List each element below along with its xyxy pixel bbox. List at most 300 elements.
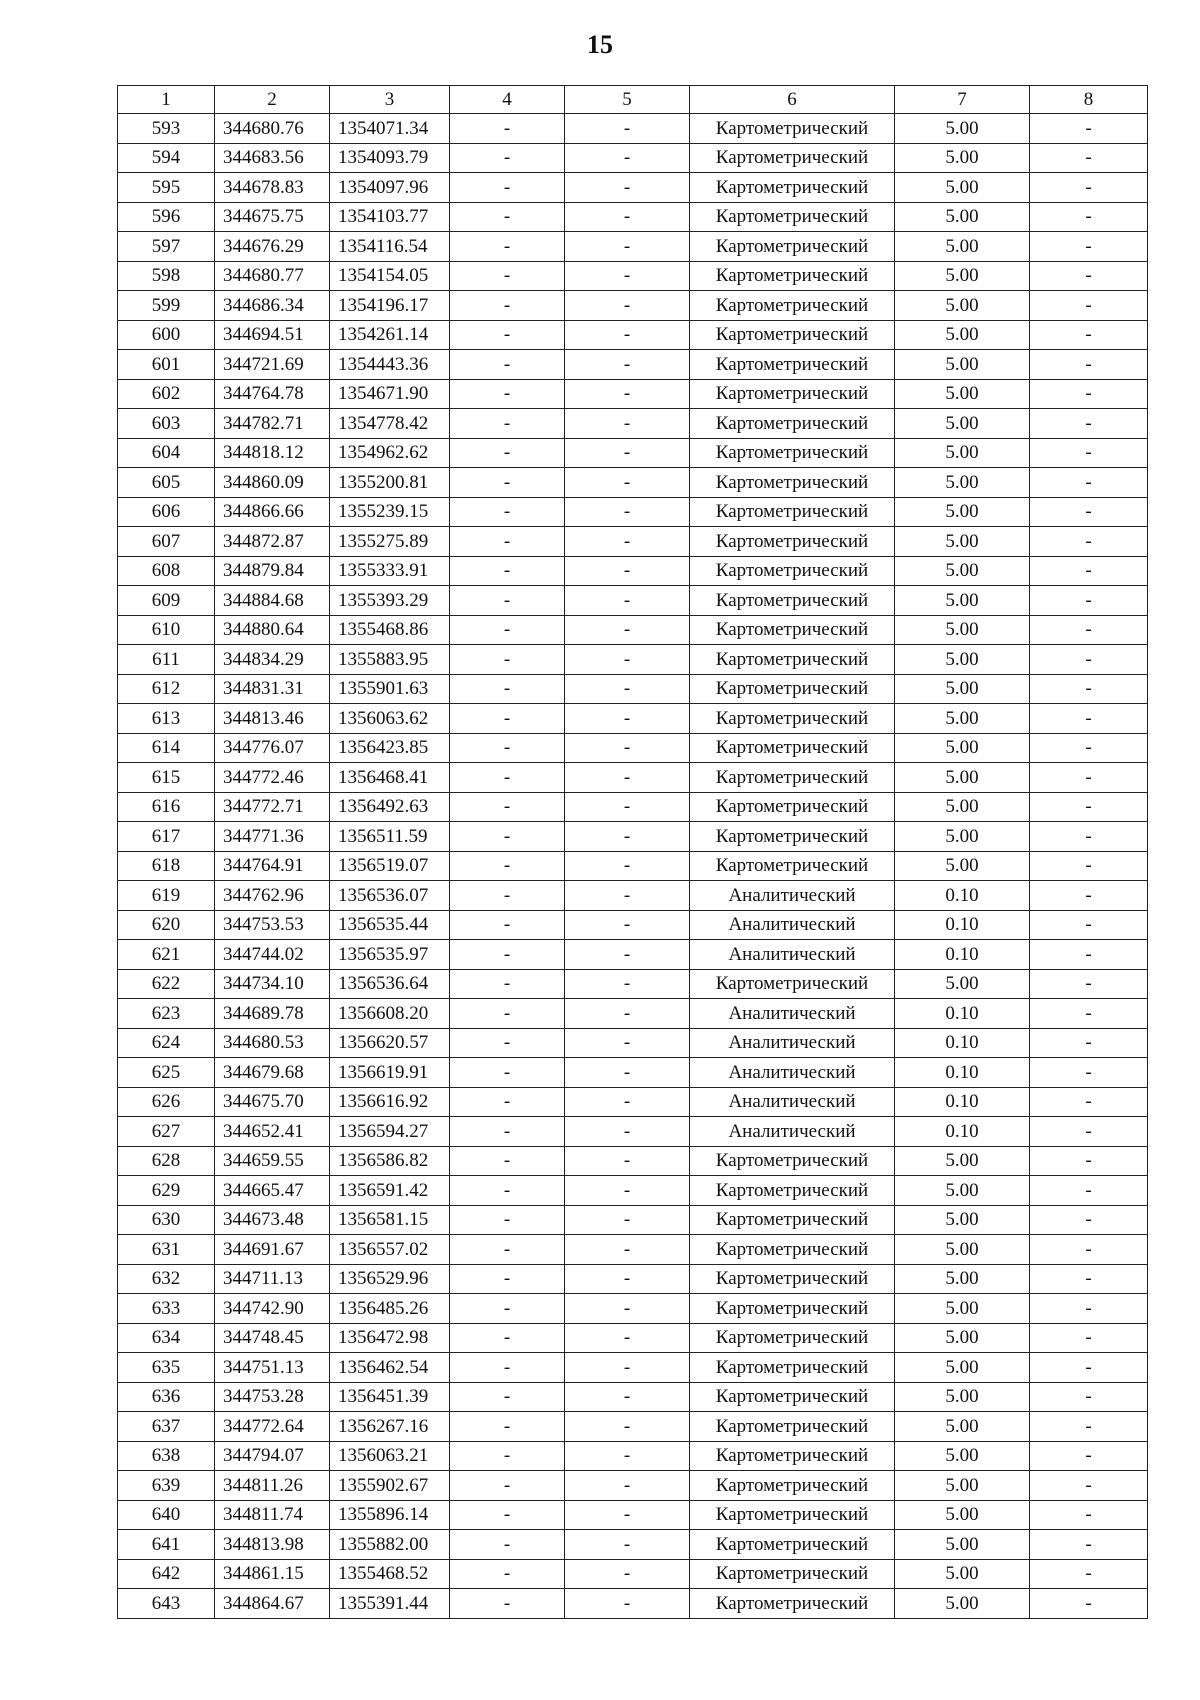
- x-coordinate-cell: 344772.71: [215, 792, 330, 822]
- y-coordinate-cell: 1356511.59: [330, 822, 450, 852]
- table-row: [118, 556, 1148, 586]
- table-row: [118, 822, 1148, 852]
- col5-cell: -: [565, 173, 690, 203]
- col8-cell: -: [1030, 261, 1148, 291]
- method-cell: Картометрический: [690, 763, 895, 793]
- accuracy-cell: 5.00: [895, 114, 1030, 144]
- point-number-cell: 628: [118, 1146, 215, 1176]
- x-coordinate-cell: 344860.09: [215, 468, 330, 498]
- x-coordinate-cell: 344665.47: [215, 1176, 330, 1206]
- method-cell: Картометрический: [690, 851, 895, 881]
- col5-cell: -: [565, 291, 690, 321]
- x-coordinate-cell: 344748.45: [215, 1323, 330, 1353]
- col5-cell: -: [565, 910, 690, 940]
- accuracy-cell: 0.10: [895, 940, 1030, 970]
- y-coordinate-cell: 1356492.63: [330, 792, 450, 822]
- table-row: [118, 350, 1148, 380]
- col4-cell: -: [450, 792, 565, 822]
- col5-cell: -: [565, 1028, 690, 1058]
- y-coordinate-cell: 1354071.34: [330, 114, 450, 144]
- method-cell: Картометрический: [690, 1589, 895, 1619]
- col4-cell: -: [450, 350, 565, 380]
- y-coordinate-cell: 1356594.27: [330, 1117, 450, 1147]
- col5-cell: -: [565, 999, 690, 1029]
- x-coordinate-cell: 344689.78: [215, 999, 330, 1029]
- accuracy-cell: 0.10: [895, 1058, 1030, 1088]
- x-coordinate-cell: 344813.98: [215, 1530, 330, 1560]
- method-cell: Картометрический: [690, 615, 895, 645]
- table-row: [118, 1589, 1148, 1619]
- col4-cell: -: [450, 1176, 565, 1206]
- col8-cell: -: [1030, 143, 1148, 173]
- method-cell: Аналитический: [690, 1117, 895, 1147]
- col8-cell: -: [1030, 704, 1148, 734]
- method-cell: Картометрический: [690, 232, 895, 262]
- point-number-cell: 622: [118, 969, 215, 999]
- col5-cell: -: [565, 1146, 690, 1176]
- x-coordinate-cell: 344753.53: [215, 910, 330, 940]
- col8-cell: -: [1030, 969, 1148, 999]
- col4-cell: -: [450, 1028, 565, 1058]
- point-number-cell: 594: [118, 143, 215, 173]
- table-row: [118, 1235, 1148, 1265]
- x-coordinate-cell: 344772.64: [215, 1412, 330, 1442]
- col8-cell: -: [1030, 1530, 1148, 1560]
- table-row: [118, 1559, 1148, 1589]
- table-row: [118, 704, 1148, 734]
- method-cell: Картометрический: [690, 1382, 895, 1412]
- col4-cell: -: [450, 586, 565, 616]
- method-cell: Аналитический: [690, 1058, 895, 1088]
- col8-cell: -: [1030, 379, 1148, 409]
- x-coordinate-cell: 344742.90: [215, 1294, 330, 1324]
- method-cell: Картометрический: [690, 1323, 895, 1353]
- x-coordinate-cell: 344764.78: [215, 379, 330, 409]
- method-cell: Картометрический: [690, 1530, 895, 1560]
- col8-cell: -: [1030, 527, 1148, 557]
- point-number-cell: 598: [118, 261, 215, 291]
- table-row: [118, 1441, 1148, 1471]
- table-row: [118, 1264, 1148, 1294]
- column-header: 5: [565, 86, 690, 114]
- y-coordinate-cell: 1354196.17: [330, 291, 450, 321]
- accuracy-cell: 0.10: [895, 999, 1030, 1029]
- method-cell: Картометрический: [690, 173, 895, 203]
- accuracy-cell: 5.00: [895, 291, 1030, 321]
- col8-cell: -: [1030, 1205, 1148, 1235]
- method-cell: Картометрический: [690, 645, 895, 675]
- col5-cell: -: [565, 1058, 690, 1088]
- y-coordinate-cell: 1355391.44: [330, 1589, 450, 1619]
- accuracy-cell: 5.00: [895, 1235, 1030, 1265]
- x-coordinate-cell: 344652.41: [215, 1117, 330, 1147]
- coordinates-table: [117, 85, 1148, 1619]
- col5-cell: -: [565, 1205, 690, 1235]
- col8-cell: -: [1030, 1294, 1148, 1324]
- method-cell: Аналитический: [690, 881, 895, 911]
- col4-cell: -: [450, 1530, 565, 1560]
- col5-cell: -: [565, 1087, 690, 1117]
- accuracy-cell: 5.00: [895, 468, 1030, 498]
- table-row: [118, 1146, 1148, 1176]
- accuracy-cell: 5.00: [895, 202, 1030, 232]
- col8-cell: -: [1030, 1412, 1148, 1442]
- y-coordinate-cell: 1356557.02: [330, 1235, 450, 1265]
- x-coordinate-cell: 344744.02: [215, 940, 330, 970]
- table-row: [118, 645, 1148, 675]
- page-number: 15: [587, 30, 613, 59]
- point-number-cell: 639: [118, 1471, 215, 1501]
- table-row: [118, 1294, 1148, 1324]
- point-number-cell: 612: [118, 674, 215, 704]
- column-header: 1: [118, 86, 215, 114]
- column-header: 3: [330, 86, 450, 114]
- point-number-cell: 595: [118, 173, 215, 203]
- table-row: [118, 674, 1148, 704]
- x-coordinate-cell: 344861.15: [215, 1559, 330, 1589]
- col5-cell: -: [565, 261, 690, 291]
- col5-cell: -: [565, 763, 690, 793]
- col5-cell: -: [565, 379, 690, 409]
- point-number-cell: 621: [118, 940, 215, 970]
- table-row: [118, 1058, 1148, 1088]
- accuracy-cell: 0.10: [895, 1117, 1030, 1147]
- x-coordinate-cell: 344675.75: [215, 202, 330, 232]
- col5-cell: -: [565, 320, 690, 350]
- method-cell: Картометрический: [690, 792, 895, 822]
- col4-cell: -: [450, 1441, 565, 1471]
- x-coordinate-cell: 344762.96: [215, 881, 330, 911]
- table-row: [118, 1176, 1148, 1206]
- accuracy-cell: 5.00: [895, 497, 1030, 527]
- accuracy-cell: 5.00: [895, 586, 1030, 616]
- col4-cell: -: [450, 291, 565, 321]
- column-header: 4: [450, 86, 565, 114]
- accuracy-cell: 5.00: [895, 1205, 1030, 1235]
- point-number-cell: 634: [118, 1323, 215, 1353]
- table-row: [118, 143, 1148, 173]
- method-cell: Картометрический: [690, 527, 895, 557]
- col4-cell: -: [450, 320, 565, 350]
- col5-cell: -: [565, 1235, 690, 1265]
- table-row: [118, 1530, 1148, 1560]
- col8-cell: -: [1030, 851, 1148, 881]
- table-row: [118, 733, 1148, 763]
- col4-cell: -: [450, 1559, 565, 1589]
- col5-cell: -: [565, 822, 690, 852]
- table-row: [118, 527, 1148, 557]
- col5-cell: -: [565, 409, 690, 439]
- col4-cell: -: [450, 527, 565, 557]
- col8-cell: -: [1030, 1087, 1148, 1117]
- col8-cell: -: [1030, 1559, 1148, 1589]
- x-coordinate-cell: 344678.83: [215, 173, 330, 203]
- accuracy-cell: 0.10: [895, 910, 1030, 940]
- col4-cell: -: [450, 143, 565, 173]
- y-coordinate-cell: 1355275.89: [330, 527, 450, 557]
- y-coordinate-cell: 1354443.36: [330, 350, 450, 380]
- y-coordinate-cell: 1356591.42: [330, 1176, 450, 1206]
- col4-cell: -: [450, 969, 565, 999]
- y-coordinate-cell: 1356451.39: [330, 1382, 450, 1412]
- method-cell: Картометрический: [690, 438, 895, 468]
- accuracy-cell: 5.00: [895, 1559, 1030, 1589]
- accuracy-cell: 5.00: [895, 527, 1030, 557]
- col4-cell: -: [450, 1294, 565, 1324]
- col8-cell: -: [1030, 468, 1148, 498]
- table-row: [118, 409, 1148, 439]
- col4-cell: -: [450, 615, 565, 645]
- table-row: [118, 763, 1148, 793]
- accuracy-cell: 5.00: [895, 1294, 1030, 1324]
- point-number-cell: 604: [118, 438, 215, 468]
- point-number-cell: 632: [118, 1264, 215, 1294]
- x-coordinate-cell: 344686.34: [215, 291, 330, 321]
- y-coordinate-cell: 1354154.05: [330, 261, 450, 291]
- x-coordinate-cell: 344776.07: [215, 733, 330, 763]
- table-row: [118, 438, 1148, 468]
- table-row: [118, 969, 1148, 999]
- y-coordinate-cell: 1354116.54: [330, 232, 450, 262]
- y-coordinate-cell: 1356485.26: [330, 1294, 450, 1324]
- accuracy-cell: 5.00: [895, 1146, 1030, 1176]
- accuracy-cell: 5.00: [895, 1589, 1030, 1619]
- col5-cell: -: [565, 851, 690, 881]
- method-cell: Аналитический: [690, 910, 895, 940]
- table-row: [118, 1087, 1148, 1117]
- col8-cell: -: [1030, 1471, 1148, 1501]
- table-row: [118, 910, 1148, 940]
- point-number-cell: 601: [118, 350, 215, 380]
- method-cell: Картометрический: [690, 1412, 895, 1442]
- col8-cell: -: [1030, 556, 1148, 586]
- x-coordinate-cell: 344680.76: [215, 114, 330, 144]
- y-coordinate-cell: 1356063.21: [330, 1441, 450, 1471]
- point-number-cell: 629: [118, 1176, 215, 1206]
- table-row: [118, 291, 1148, 321]
- col8-cell: -: [1030, 822, 1148, 852]
- x-coordinate-cell: 344659.55: [215, 1146, 330, 1176]
- method-cell: Картометрический: [690, 114, 895, 144]
- col5-cell: -: [565, 704, 690, 734]
- point-number-cell: 633: [118, 1294, 215, 1324]
- table-row: [118, 379, 1148, 409]
- col4-cell: -: [450, 881, 565, 911]
- table-row: [118, 881, 1148, 911]
- method-cell: Картометрический: [690, 1146, 895, 1176]
- accuracy-cell: 5.00: [895, 1382, 1030, 1412]
- col8-cell: -: [1030, 940, 1148, 970]
- accuracy-cell: 5.00: [895, 1264, 1030, 1294]
- col5-cell: -: [565, 556, 690, 586]
- y-coordinate-cell: 1355468.86: [330, 615, 450, 645]
- method-cell: Картометрический: [690, 1441, 895, 1471]
- point-number-cell: 610: [118, 615, 215, 645]
- point-number-cell: 605: [118, 468, 215, 498]
- method-cell: Картометрический: [690, 1176, 895, 1206]
- x-coordinate-cell: 344811.26: [215, 1471, 330, 1501]
- method-cell: Аналитический: [690, 999, 895, 1029]
- col4-cell: -: [450, 940, 565, 970]
- x-coordinate-cell: 344683.56: [215, 143, 330, 173]
- col8-cell: -: [1030, 645, 1148, 675]
- column-header: 6: [690, 86, 895, 114]
- y-coordinate-cell: 1355901.63: [330, 674, 450, 704]
- method-cell: Картометрический: [690, 1559, 895, 1589]
- col5-cell: -: [565, 468, 690, 498]
- point-number-cell: 597: [118, 232, 215, 262]
- col8-cell: -: [1030, 232, 1148, 262]
- accuracy-cell: 5.00: [895, 556, 1030, 586]
- point-number-cell: 638: [118, 1441, 215, 1471]
- point-number-cell: 641: [118, 1530, 215, 1560]
- point-number-cell: 596: [118, 202, 215, 232]
- point-number-cell: 611: [118, 645, 215, 675]
- col8-cell: -: [1030, 409, 1148, 439]
- col5-cell: -: [565, 202, 690, 232]
- x-coordinate-cell: 344884.68: [215, 586, 330, 616]
- point-number-cell: 624: [118, 1028, 215, 1058]
- col4-cell: -: [450, 438, 565, 468]
- col8-cell: -: [1030, 320, 1148, 350]
- y-coordinate-cell: 1355239.15: [330, 497, 450, 527]
- y-coordinate-cell: 1356468.41: [330, 763, 450, 793]
- col8-cell: -: [1030, 999, 1148, 1029]
- col4-cell: -: [450, 114, 565, 144]
- table-row: [118, 1028, 1148, 1058]
- table-row: [118, 320, 1148, 350]
- table-body: [118, 114, 1148, 1619]
- col4-cell: -: [450, 261, 565, 291]
- col8-cell: -: [1030, 1176, 1148, 1206]
- method-cell: Картометрический: [690, 261, 895, 291]
- x-coordinate-cell: 344818.12: [215, 438, 330, 468]
- x-coordinate-cell: 344680.77: [215, 261, 330, 291]
- col5-cell: -: [565, 527, 690, 557]
- x-coordinate-cell: 344834.29: [215, 645, 330, 675]
- accuracy-cell: 5.00: [895, 350, 1030, 380]
- col5-cell: -: [565, 1471, 690, 1501]
- col4-cell: -: [450, 1471, 565, 1501]
- point-number-cell: 620: [118, 910, 215, 940]
- col8-cell: -: [1030, 1353, 1148, 1383]
- point-number-cell: 600: [118, 320, 215, 350]
- accuracy-cell: 5.00: [895, 409, 1030, 439]
- accuracy-cell: 5.00: [895, 173, 1030, 203]
- col8-cell: -: [1030, 763, 1148, 793]
- x-coordinate-cell: 344813.46: [215, 704, 330, 734]
- col5-cell: -: [565, 1353, 690, 1383]
- col5-cell: -: [565, 438, 690, 468]
- accuracy-cell: 5.00: [895, 1500, 1030, 1530]
- x-coordinate-cell: 344673.48: [215, 1205, 330, 1235]
- method-cell: Картометрический: [690, 556, 895, 586]
- accuracy-cell: 5.00: [895, 1530, 1030, 1560]
- col8-cell: -: [1030, 497, 1148, 527]
- point-number-cell: 617: [118, 822, 215, 852]
- x-coordinate-cell: 344711.13: [215, 1264, 330, 1294]
- method-cell: Картометрический: [690, 291, 895, 321]
- col8-cell: -: [1030, 291, 1148, 321]
- col5-cell: -: [565, 1441, 690, 1471]
- y-coordinate-cell: 1355882.00: [330, 1530, 450, 1560]
- col4-cell: -: [450, 409, 565, 439]
- method-cell: Картометрический: [690, 1205, 895, 1235]
- method-cell: Картометрический: [690, 733, 895, 763]
- point-number-cell: 608: [118, 556, 215, 586]
- col8-cell: -: [1030, 1235, 1148, 1265]
- col4-cell: -: [450, 851, 565, 881]
- accuracy-cell: 5.00: [895, 969, 1030, 999]
- y-coordinate-cell: 1356462.54: [330, 1353, 450, 1383]
- col4-cell: -: [450, 1117, 565, 1147]
- method-cell: Аналитический: [690, 940, 895, 970]
- col4-cell: -: [450, 1058, 565, 1088]
- method-cell: Картометрический: [690, 143, 895, 173]
- point-number-cell: 606: [118, 497, 215, 527]
- table-row: [118, 232, 1148, 262]
- col8-cell: -: [1030, 586, 1148, 616]
- col5-cell: -: [565, 733, 690, 763]
- x-coordinate-cell: 344866.66: [215, 497, 330, 527]
- x-coordinate-cell: 344782.71: [215, 409, 330, 439]
- point-number-cell: 631: [118, 1235, 215, 1265]
- point-number-cell: 614: [118, 733, 215, 763]
- col8-cell: -: [1030, 114, 1148, 144]
- x-coordinate-cell: 344676.29: [215, 232, 330, 262]
- table-row: [118, 114, 1148, 144]
- point-number-cell: 635: [118, 1353, 215, 1383]
- col5-cell: -: [565, 1382, 690, 1412]
- col8-cell: -: [1030, 1058, 1148, 1088]
- x-coordinate-cell: 344772.46: [215, 763, 330, 793]
- method-cell: Картометрический: [690, 1500, 895, 1530]
- col8-cell: -: [1030, 1117, 1148, 1147]
- method-cell: Картометрический: [690, 586, 895, 616]
- col5-cell: -: [565, 615, 690, 645]
- x-coordinate-cell: 344879.84: [215, 556, 330, 586]
- y-coordinate-cell: 1355883.95: [330, 645, 450, 675]
- method-cell: Картометрический: [690, 379, 895, 409]
- col8-cell: -: [1030, 674, 1148, 704]
- table-row: [118, 615, 1148, 645]
- method-cell: Картометрический: [690, 350, 895, 380]
- table-row: [118, 940, 1148, 970]
- point-number-cell: 636: [118, 1382, 215, 1412]
- col8-cell: -: [1030, 438, 1148, 468]
- col4-cell: -: [450, 556, 565, 586]
- point-number-cell: 609: [118, 586, 215, 616]
- x-coordinate-cell: 344880.64: [215, 615, 330, 645]
- accuracy-cell: 5.00: [895, 1323, 1030, 1353]
- col4-cell: -: [450, 173, 565, 203]
- col5-cell: -: [565, 143, 690, 173]
- y-coordinate-cell: 1356063.62: [330, 704, 450, 734]
- col4-cell: -: [450, 1087, 565, 1117]
- table-row: [118, 261, 1148, 291]
- table-row: [118, 792, 1148, 822]
- col5-cell: -: [565, 1559, 690, 1589]
- col8-cell: -: [1030, 881, 1148, 911]
- table-row: [118, 1117, 1148, 1147]
- col4-cell: -: [450, 497, 565, 527]
- point-number-cell: 613: [118, 704, 215, 734]
- point-number-cell: 602: [118, 379, 215, 409]
- col5-cell: -: [565, 1176, 690, 1206]
- y-coordinate-cell: 1356616.92: [330, 1087, 450, 1117]
- x-coordinate-cell: 344794.07: [215, 1441, 330, 1471]
- col4-cell: -: [450, 1205, 565, 1235]
